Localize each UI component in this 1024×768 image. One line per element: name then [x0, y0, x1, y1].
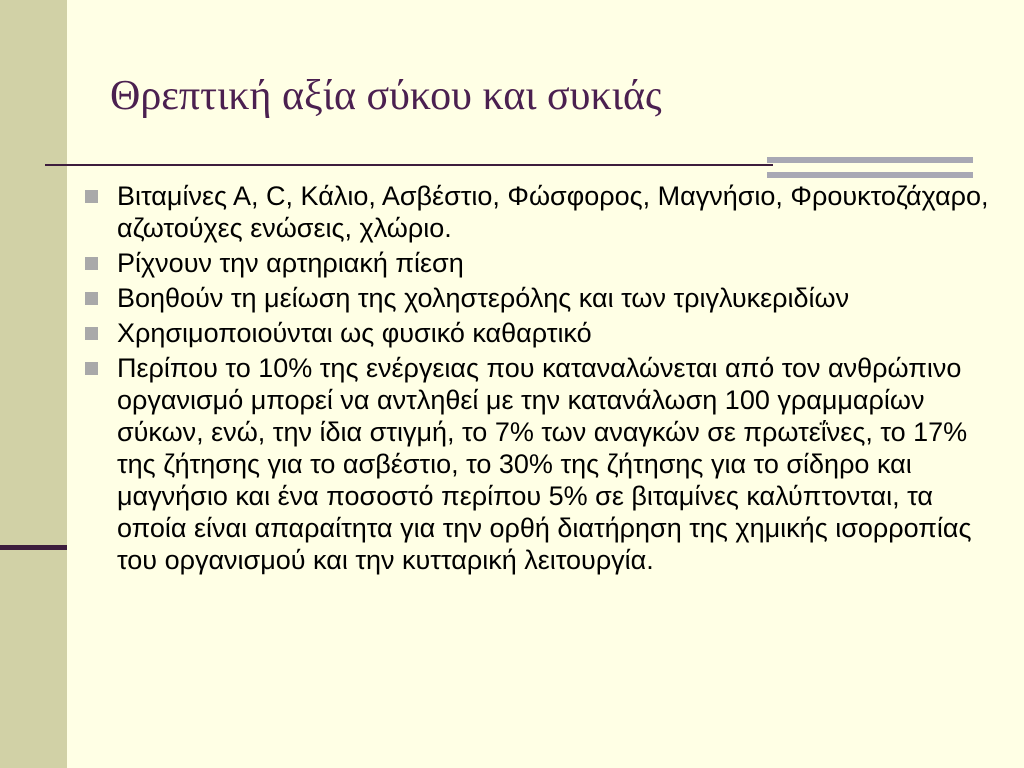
bullet-text: Περίπου το 10% της ενέργειας που καταναλώνεται από τον ανθρώπινο οργανισμό μπορεί να αντληθεί με την κατανάλωση 100 γραμμαρίων σύκων, ενώ, την ίδια στιγμή, το 7% των αναγκών σε πρωτεΐνες, το 17% της ζήτησης για το ασβέστιο, το 30% της ζήτησης για το σίδηρο και μαγνήσιο και ένα ποσοστό περίπου 5% σε βιταμίνες καλύπτονται, τα οποία είναι απαραίτητα για την ορθή διατήρηση της χημικής ισορροπίας του οργανισμού και την κυτταρική λειτουργία. [117, 353, 972, 575]
bullet-item [85, 352, 990, 576]
left-decorative-band [0, 0, 67, 768]
bullet-item [85, 282, 990, 314]
bullet-item [85, 247, 990, 279]
accent-bar-bottom [767, 172, 973, 178]
accent-bars [767, 157, 973, 179]
bullet-item [85, 180, 990, 244]
bullet-text: Βοηθούν τη μείωση της χοληστερόλης και των τριγλυκεριδίων [117, 283, 850, 313]
square-bullet-icon [85, 292, 98, 305]
accent-bar-top [767, 157, 973, 163]
square-bullet-icon [85, 257, 98, 270]
title-divider [45, 164, 773, 166]
bullet-text: Ρίχνουν την αρτηριακή πίεση [117, 248, 464, 278]
bullet-text: Χρησιμοποιούνται ως φυσικό καθαρτικό [117, 318, 592, 348]
slide-title: Θρεπτική αξία σύκου και συκιάς [110, 73, 662, 119]
square-bullet-icon [85, 327, 98, 340]
square-bullet-icon [85, 190, 98, 203]
left-band-rule [0, 545, 67, 550]
square-bullet-icon [85, 362, 98, 375]
bullet-list [85, 180, 990, 579]
bullet-text: Βιταμίνες Α, C, Κάλιο, Ασβέστιο, Φώσφορος, Μαγνήσιο, Φρουκτοζάχαρο, αζωτούχες ενώσεις, χλώριο. [117, 181, 989, 243]
bullet-item [85, 317, 990, 349]
